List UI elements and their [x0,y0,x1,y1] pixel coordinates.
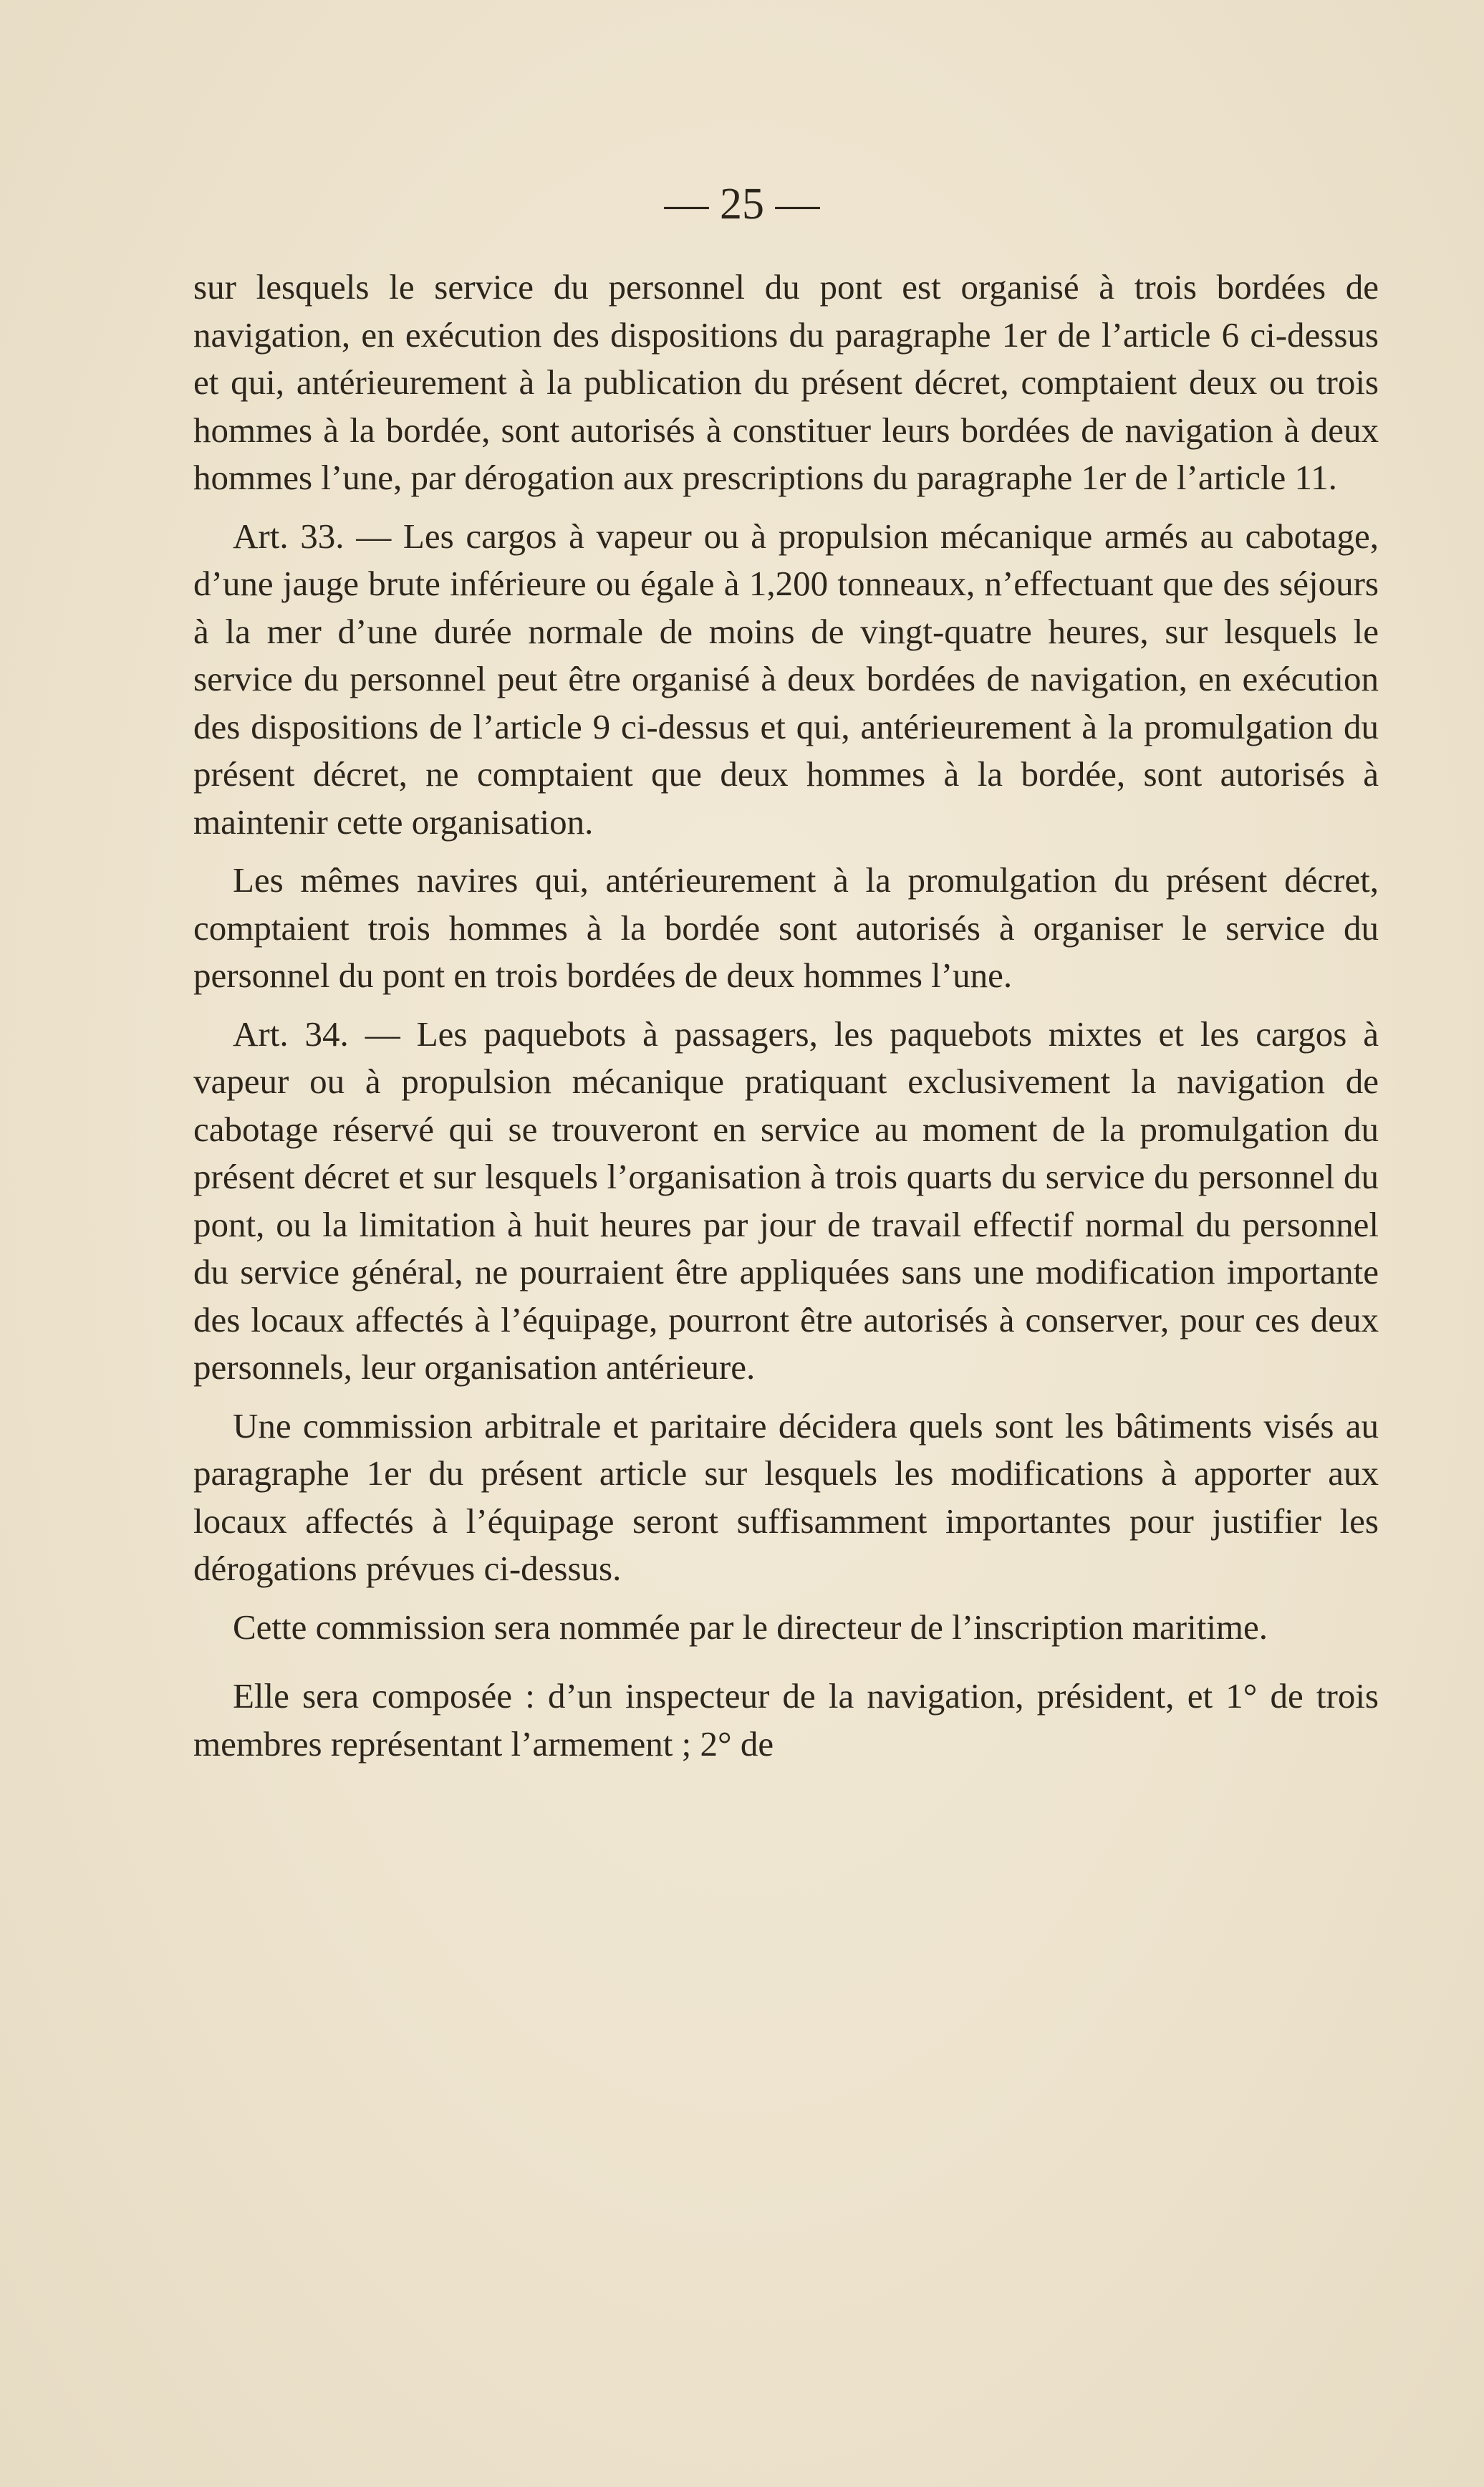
paragraph-commission: Une commission arbitrale et paritaire décidera quels sont les bâtiments visés au paragraphe 1er du présent article sur lesquels les modifications à apporter aux locaux affectés à l’équipage seront suffisamment importantes pour justifier les dérogations prévues ci-dessus. [193,1405,1379,1588]
paragraph-article-33: Art. 33. — Les cargos à vapeur ou à propulsion mécanique armés au cabotage, d’une jauge brute inférieure ou égale à 1,200 tonneaux, n’effectuant que des séjours à la mer d’une durée normale de moins de vingt-quatre heures, sur lesquels le service du personnel peut être organisé à deux bordées de navigation, en exécution des dispositions de l’article 9 ci-dessus et qui, antérieurement à la promulgation du présent décret, ne comptaient que deux hommes à la bordée, sont autorisés à maintenir cette organisation. [193,516,1379,842]
paragraph-article-34: Art. 34. — Les paquebots à passagers, les paquebots mixtes et les cargos à vapeur ou à propulsion mécanique pratiquant exclusivement la navigation de cabotage réservé qui se trouveront en service au moment de la promulgation du présent décret et sur lesquels l’organisation à trois quarts du service du personnel du pont, ou la limitation à huit heures par jour de travail effectif normal du personnel du service général, ne pourraient être appliquées sans une modification importante des locaux affectés à l’équipage, pourront être autorisés à conserver, pour ces deux personnels, leur organisation antérieure. [193,1014,1379,1387]
paragraph-article-33-follow: Les mêmes navires qui, antérieurement à la promulgation du présent décret, comptaient trois hommes à la bordée sont autorisés à organiser le service du personnel du pont en trois bordées de deux hommes l’une. [193,860,1379,995]
body-text [193,264,1379,1779]
paragraph-composition: Elle sera composée : d’un inspecteur de la navigation, président, et 1° de trois membres représentant l’armement ; 2° de [193,1676,1379,1764]
paragraph-nomination: Cette commission sera nommée par le directeur de l’inscription maritime. [233,1607,1268,1647]
page-number: — 25 — [664,180,820,229]
paragraph-continuation: sur lesquels le service du personnel du pont est organisé à trois bordées de navigation, en exécution des dispositions du paragraphe 1er de l’article 6 ci-dessus et qui, antérieurement à la publication du présent décret, comptaient deux ou trois hommes à la bordée, sont autorisés à constituer leurs bordées de navigation à deux hommes l’une, par dérogation aux prescriptions du paragraphe 1er de l’article 11. [193,267,1379,497]
